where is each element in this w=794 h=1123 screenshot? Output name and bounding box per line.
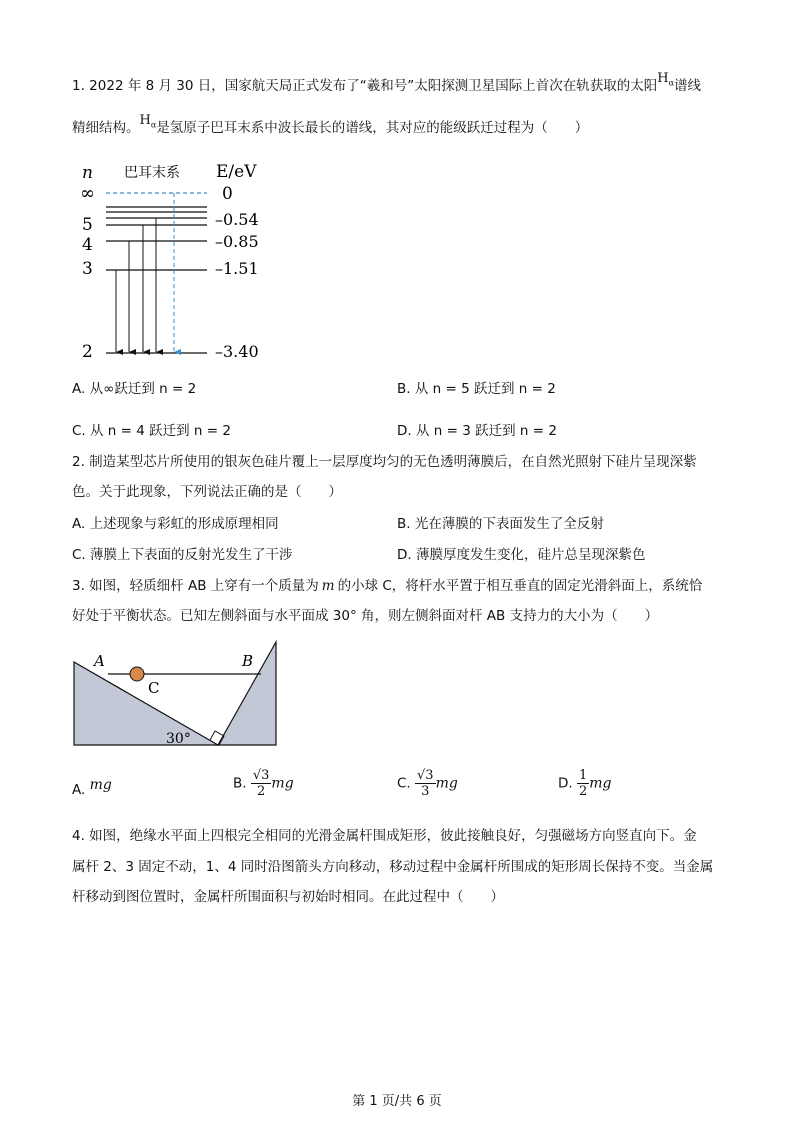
q1-option-c[interactable]: C. 从 n = 4 跃迁到 n = 2 bbox=[72, 423, 231, 439]
q3-option-d[interactable]: D. $\frac{1}{2}$ mg bbox=[558, 768, 612, 799]
q1-line2-suffix: 是氢原子巴耳末系中波长最长的谱线，其对应的能级跃迁过程为（ ） bbox=[156, 120, 589, 136]
q2-option-d[interactable]: D. 薄膜厚度发生变化，硅片总呈现深紫色 bbox=[397, 547, 646, 563]
label-a: A bbox=[94, 652, 105, 670]
level-energy-4: –0.85 bbox=[215, 232, 259, 251]
q2-line2: 色。关于此现象，下列说法正确的是（ ） bbox=[72, 484, 342, 500]
h-alpha-symbol: $H_\alpha$ bbox=[657, 71, 674, 88]
page-footer: 第 1 页/共 6 页 bbox=[352, 1094, 442, 1109]
level-energy-2: –3.40 bbox=[215, 342, 259, 361]
ball-c bbox=[130, 667, 144, 681]
n-axis-label: n bbox=[82, 163, 93, 183]
q4-line1: 4. 如图，绝缘水平面上四根完全相同的光滑金属杆围成矩形，彼此接触良好，匀强磁场方向竖直向下。金 bbox=[72, 828, 697, 844]
balmer-series-label: 巴耳末系 bbox=[124, 165, 180, 181]
q1-option-a[interactable]: A. 从∞跃迁到 n = 2 bbox=[72, 381, 197, 397]
level-n-4: 4 bbox=[82, 235, 93, 255]
level-energy-3: –1.51 bbox=[215, 259, 259, 278]
q3-line2: 好处于平衡状态。已知左侧斜面与水平面成 30° 角，则左侧斜面对杆 AB 支持力的大小为（ ） bbox=[72, 608, 659, 624]
q1-line2-prefix: 精细结构。 bbox=[72, 120, 140, 136]
h-alpha-symbol: $H_\alpha$ bbox=[139, 113, 157, 130]
q1-option-b[interactable]: B. 从 n = 5 跃迁到 n = 2 bbox=[397, 381, 556, 397]
q1-option-d[interactable]: D. 从 n = 3 跃迁到 n = 2 bbox=[397, 423, 557, 439]
angle-label: 30° bbox=[166, 731, 191, 747]
q1-line1-suffix: 谱线 bbox=[674, 78, 701, 94]
q1-line1-prefix: 1. 2022 年 8 月 30 日，国家航天局正式发布了“羲和号”太阳探测卫星国际上首次在轨获取的太阳 bbox=[72, 78, 658, 94]
q4-line2: 属杆 2、3 固定不动，1、4 同时沿图箭头方向移动，移动过程中金属杆所围成的矩形周长保持不变。当金属 bbox=[72, 859, 714, 875]
q1-line1 bbox=[72, 71, 701, 102]
energy-level-diagram bbox=[70, 152, 280, 367]
fraction-1-over-2: $\frac{1}{2}$ bbox=[578, 768, 588, 799]
level-energy-inf: 0 bbox=[222, 184, 233, 204]
q2-option-c[interactable]: C. 薄膜上下表面的反射光发生了干涉 bbox=[72, 547, 293, 563]
q3-option-b[interactable]: B. $\frac{√3}{2}$ mg bbox=[233, 768, 294, 799]
q3-line1-prefix: 3. 如图，轻质细杆 AB 上穿有一个质量为 bbox=[72, 578, 319, 594]
q3-line1 bbox=[72, 576, 702, 596]
level-n-5: 5 bbox=[82, 215, 93, 235]
q1-line2 bbox=[72, 113, 589, 144]
label-b: B bbox=[242, 652, 254, 670]
q3-option-c[interactable]: C. $\frac{√3}{3}$ mg bbox=[397, 768, 458, 799]
q3-option-a[interactable]: A. mg bbox=[72, 777, 112, 798]
fraction-sqrt3-over-3: $\frac{√3}{3}$ bbox=[417, 768, 434, 799]
q3-line1-suffix: 的小球 C，将杆水平置于相互垂直的固定光滑斜面上，系统恰 bbox=[337, 578, 703, 594]
level-n-inf: ∞ bbox=[80, 183, 95, 204]
level-n-3: 3 bbox=[82, 259, 93, 279]
level-n-2: 2 bbox=[82, 342, 93, 362]
label-c: C bbox=[148, 679, 160, 697]
q4-line3: 杆移动到图位置时，金属杆所围面积与初始时相同。在此过程中（ ） bbox=[72, 889, 504, 905]
energy-axis-label: E/eV bbox=[216, 162, 257, 182]
q2-line1: 2. 制造某型芯片所使用的银灰色硅片覆上一层厚度均匀的无色透明薄膜后，在自然光照射下硅片呈现深紫 bbox=[72, 454, 697, 470]
mass-symbol: m bbox=[321, 578, 335, 594]
q2-option-a[interactable]: A. 上述现象与彩虹的形成原理相同 bbox=[72, 516, 279, 532]
incline-rod-diagram bbox=[70, 640, 280, 748]
level-energy-5: –0.54 bbox=[215, 210, 259, 229]
fraction-sqrt3-over-2: $\frac{√3}{2}$ bbox=[252, 768, 270, 799]
q2-option-b[interactable]: B. 光在薄膜的下表面发生了全反射 bbox=[397, 516, 604, 532]
